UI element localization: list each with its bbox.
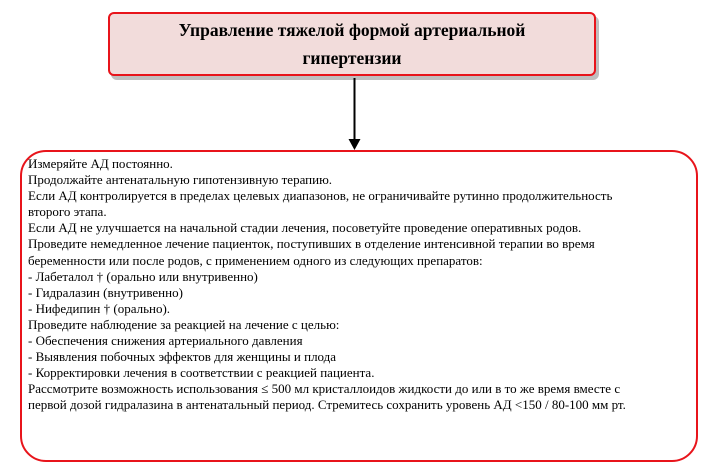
title-line-1: Управление тяжелой формой артериальной xyxy=(178,20,526,40)
content-line: - Выявления побочных эффектов для женщины и плода xyxy=(28,349,337,365)
content-line: второго этапа. xyxy=(28,204,107,220)
content-line: Проведите наблюдение за реакцией на лечение с целью: xyxy=(28,316,340,332)
content-line: Если АД контролируется в пределах целевых диапазонов, не ограничивайте рутинно продолжительность xyxy=(28,188,613,204)
content-line: - Обеспечения снижения артериального давления xyxy=(28,333,303,349)
content-line: беременности или после родов, с применением одного из следующих препаратов: xyxy=(28,252,483,268)
content-line: - Корректировки лечения в соответствии с реакцией пациента. xyxy=(28,365,375,381)
arrow-head-icon xyxy=(349,139,361,150)
content-line: - Лабеталол † (орально или внутривенно) xyxy=(28,268,258,284)
content-line: Проведите немедленное лечение пациенток, поступивших в отделение интенсивной терапии во время xyxy=(28,236,595,252)
content-line: Рассмотрите возможность использования ≤ 500 мл кристаллоидов жидкости до или в то же время вместе с xyxy=(28,381,621,397)
content-line: - Гидралазин (внутривенно) xyxy=(28,284,183,300)
content-line: - Нифедипин † (орально). xyxy=(28,300,171,316)
content-line: Продолжайте антенатальную гипотензивную терапию. xyxy=(28,172,333,188)
content-text xyxy=(28,156,678,414)
content-line: первой дозой гидралазина в антенатальный период. Стремитесь сохранить уровень АД <150 / 80-100 мм рт. xyxy=(28,397,626,413)
content-line: Измеряйте АД постоянно. xyxy=(28,156,173,171)
title-line-2: гипертензии xyxy=(302,48,402,68)
content-line: Если АД не улучшается на начальной стадии лечения, посоветуйте проведение оперативных родов. xyxy=(28,220,582,236)
